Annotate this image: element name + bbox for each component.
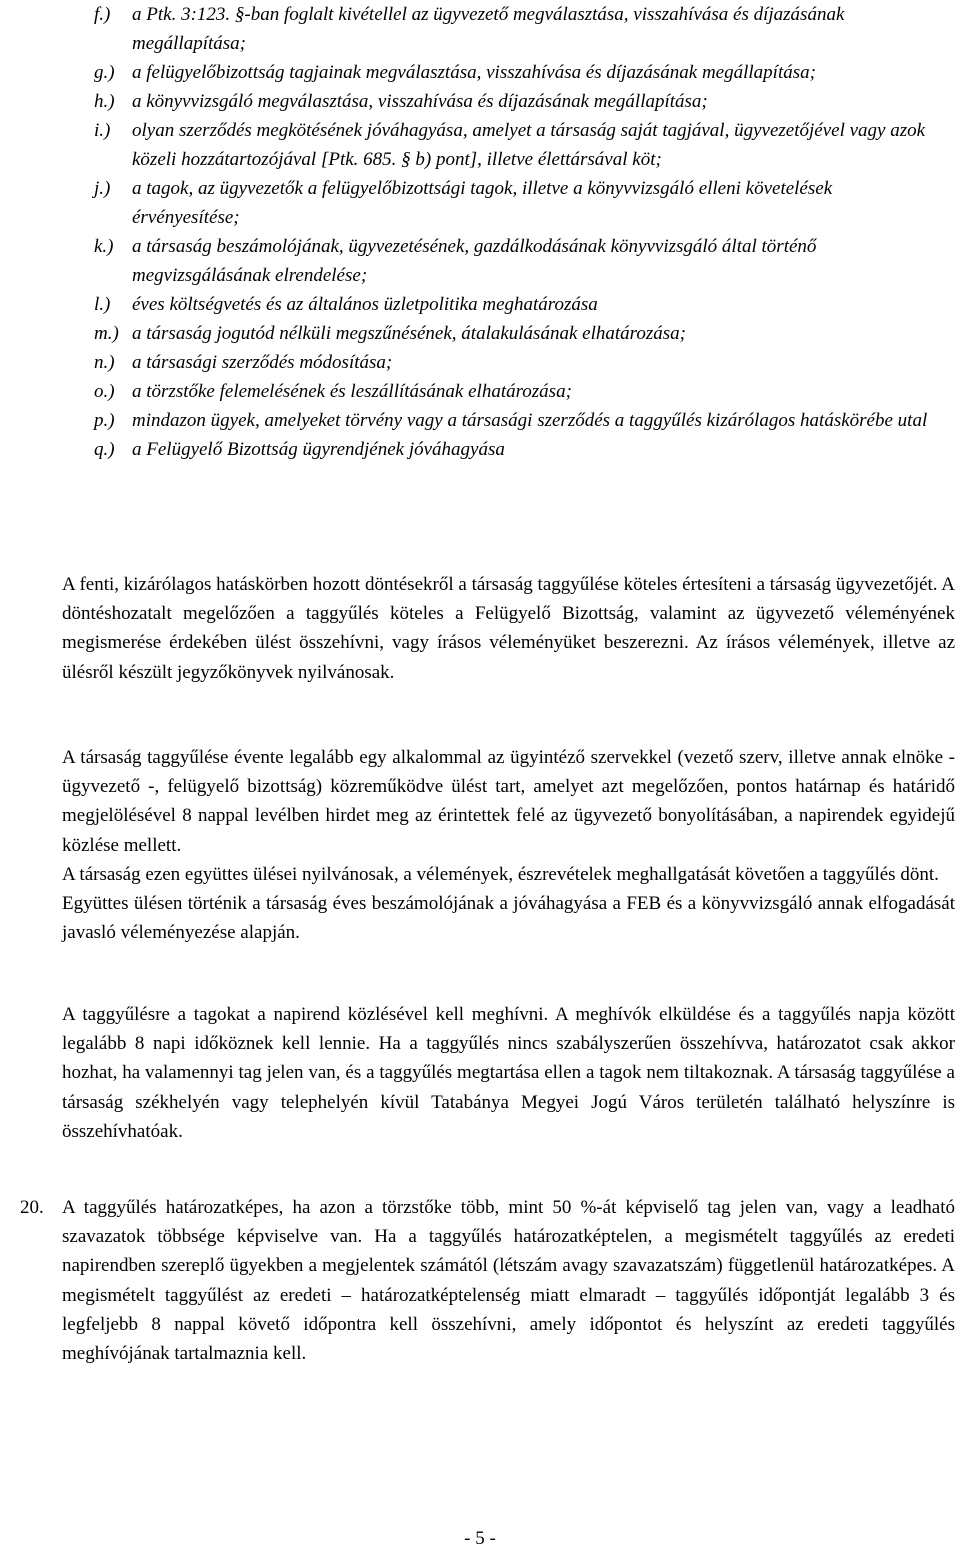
paragraph-text: Együttes ülésen történik a társaság éves beszámolójának a jóváhagyása a FEB és a könyvvizsgáló annak elfogadását javasló véleményezése alapján. [62, 893, 955, 944]
item-text: a törzstőke felemelésének és leszállításának elhatározása; [132, 381, 572, 402]
list-item-q [94, 435, 944, 464]
list-item-h [94, 87, 944, 116]
item-label: o.) [94, 381, 115, 402]
paragraph-notification [62, 570, 955, 687]
item-label: q.) [94, 439, 115, 460]
list-item-l [94, 290, 944, 319]
item-label: p.) [94, 410, 115, 431]
item-label: h.) [94, 91, 115, 112]
item-label: g.) [94, 62, 115, 83]
item-text: olyan szerződés megkötésének jóváhagyása, amelyet a társaság saját tagjával, ügyvezetőjével vagy azok közeli hozzátartozójával [Ptk. 685. § b) pont], illetve élettársával köt; [132, 120, 926, 170]
list-item-g [94, 58, 944, 87]
paragraph-invitation [62, 1000, 955, 1146]
item-label: m.) [94, 323, 119, 344]
item-text: a társaság jogutód nélküli megszűnésének, átalakulásának elhatározása; [132, 323, 686, 344]
item-label: f.) [94, 4, 111, 25]
section-number: 20. [20, 1197, 44, 1218]
item-text: a Felügyelő Bizottság ügyrendjének jóváhagyása [132, 439, 505, 460]
list-item-k [94, 232, 944, 290]
section-text: A taggyűlés határozatképes, ha azon a törzstőke több, mint 50 %-át képviselő tag jelen van, vagy a leadható szavazatok többsége képviselve van. Ha a taggyűlés határozatképtelen, a megismételt taggyűlés az eredeti napirendben szereplő ügyekben a megjelentek számától (létszám avagy szavazatszám) függetlenül határozatképes. A megismételt taggyűlést az eredeti – határozatképtelenség miatt elmaradt – taggyűlés időpontját legalább 3 és legfeljebb 8 nappal követő időpontra kell összehívni, amely időpontot és helyszínt az eredeti taggyűlés meghívójának tartalmaznia kell. [62, 1197, 955, 1365]
item-text: a Ptk. 3:123. §-ban foglalt kivétellel az ügyvezető megválasztása, visszahívása és díjazásának megállapítása; [132, 4, 845, 54]
item-text: a társasági szerződés módosítása; [132, 352, 393, 373]
item-text: éves költségvetés és az általános üzletpolitika meghatározása [132, 294, 598, 315]
item-label: l.) [94, 294, 111, 315]
paragraph-annual-meeting [62, 743, 955, 947]
item-label: k.) [94, 236, 114, 257]
list-item-m [94, 319, 944, 348]
item-text: a könyvvizsgáló megválasztása, visszahívása és díjazásának megállapítása; [132, 91, 708, 112]
item-label: n.) [94, 352, 115, 373]
list-item-i [94, 116, 944, 174]
item-label: i.) [94, 120, 111, 141]
item-text: a tagok, az ügyvezetők a felügyelőbizottsági tagok, illetve a könyvvizsgáló elleni követelések érvényesítése; [132, 178, 833, 228]
item-text: a társaság beszámolójának, ügyvezetésének, gazdálkodásának könyvvizsgáló által történő megvizsgálásának elrendelése; [132, 236, 817, 286]
list-item-f [94, 0, 944, 58]
page-number: - 5 - [464, 1528, 496, 1549]
item-label: j.) [94, 178, 111, 199]
paragraph-text: A fenti, kizárólagos hatáskörben hozott döntésekről a társaság taggyűlése köteles értesíteni a társaság ügyvezetőjét. A döntéshozatalt megelőzően a taggyűlés köteles a Felügyelő Bizottság, valamint az ügyvezető véleményének megismerése érdekében ülést összehívni, vagy írásos véleményüket beszerezni. Az írásos vélemények, illetve az ülésről készült jegyzőkönyvek nyilvánosak. [62, 574, 955, 683]
item-text: mindazon ügyek, amelyeket törvény vagy a társasági szerződés a taggyűlés kizárólagos hatáskörébe utal [132, 410, 928, 431]
list-item-n [94, 348, 944, 377]
item-list [94, 0, 944, 464]
paragraph-text: A társaság taggyűlése évente legalább egy alkalommal az ügyintéző szervekkel (vezető szerv, illetve annak elnöke - ügyvezető -, felügyelő bizottság) közreműködve ülést tart, amelyet azt megelőzően, pontos határnap és határidő megjelölésével 8 nappal levélben hirdet meg az érintettek felé az ügyvezető bonyolításában, a napirendek egyidejű közlése mellett. [62, 747, 955, 856]
list-item-p [94, 406, 944, 435]
paragraph-text: A taggyűlésre a tagokat a napirend közlésével kell meghívni. A meghívók elküldése és a taggyűlés napja között legalább 8 napi időköznek kell lennie. Ha a taggyűlés nincs szabályszerűen összehívva, határozatot csak akkor hozhat, ha valamennyi tag jelen van, és a taggyűlés megtartása ellen a tagok nem tiltakoznak. A társaság taggyűlése a társaság székhelyén vagy telephelyén kívül Tatabánya Megyei Jogú Város területén található helyszínre is összehívhatóak. [62, 1004, 955, 1142]
paragraph-text: A társaság ezen együttes ülései nyilvánosak, a vélemények, észrevételek meghallgatását követően a taggyűlés dönt. [62, 863, 939, 885]
item-text: a felügyelőbizottság tagjainak megválasztása, visszahívása és díjazásának megállapítása; [132, 62, 816, 83]
list-item-j [94, 174, 944, 232]
list-item-o [94, 377, 944, 406]
